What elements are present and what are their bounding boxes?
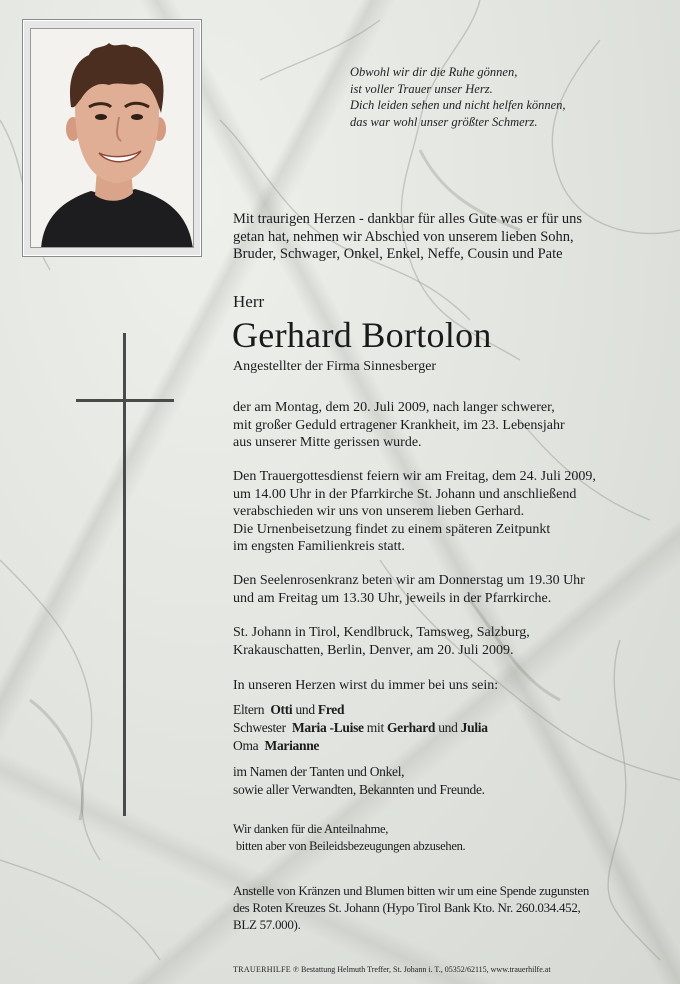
sister-partner-name: Gerhard (386, 720, 436, 735)
donation-line: Anstelle von Kränzen und Blumen bitten wir um eine Spende zugunsten (233, 883, 590, 898)
family-sister (233, 719, 663, 737)
sister-child-name: Julia (460, 720, 488, 735)
relatives-line: sowie aller Verwandten, Bekannten und Freunde. (233, 782, 485, 797)
places-line: St. Johann in Tirol, Kendlbruck, Tamsweg, Salzburg, (233, 625, 530, 640)
intro-line: getan hat, nehmen wir Abschied von unserem lieben Sohn, (233, 228, 574, 245)
donation-line: BLZ 57.000). (233, 917, 301, 932)
conjunction: und (438, 720, 458, 735)
intro-line: Mit traurigen Herzen - dankbar für alles Gute was er für uns (233, 211, 583, 227)
thanks-line: Wir danken für die Anteilnahme, (233, 822, 389, 836)
sister-name: Maria -Luise (291, 720, 364, 735)
parent-name: Otti (270, 702, 293, 717)
employer: Angestellter der Firma Sinnesberger (233, 359, 437, 374)
hearts-line (233, 677, 663, 695)
footer-credits (233, 965, 551, 974)
rosary-paragraph (233, 572, 663, 607)
sister-label: Schwester (233, 720, 286, 735)
death-line: der am Montag, dem 20. Juli 2009, nach langer schwerer, (233, 400, 555, 415)
portrait-illustration (31, 29, 194, 248)
family-grandmother (233, 737, 663, 755)
poem-line: Obwohl wir dir die Ruhe gönnen, (350, 65, 518, 79)
portrait-frame (22, 19, 202, 257)
service-line: im engsten Familienkreis statt. (233, 539, 405, 554)
footer-logo-icon: ℗ (292, 965, 300, 974)
service-line: Die Urnenbeisetzung findet zu einem späteren Zeitpunkt (233, 521, 551, 537)
places-paragraph (233, 624, 663, 659)
thanks-line: bitten aber von Beileidsbezeugungen abzusehen. (233, 839, 466, 853)
donation-paragraph (233, 882, 663, 933)
relatives-paragraph (233, 763, 663, 799)
service-line: Den Trauergottesdienst feiern wir am Freitag, dem 24. Juli 2009, (233, 469, 596, 484)
deceased-name: Gerhard Bortolon (232, 315, 492, 355)
service-line: um 14.00 Uhr in der Pfarrkirche St. Johann und anschließend (233, 486, 577, 502)
donation-line: des Roten Kreuzes St. Johann (Hypo Tirol Bank Kto. Nr. 260.034.452, (233, 900, 581, 915)
death-line: mit großer Geduld ertragener Krankheit, im 23. Lebensjahr (233, 417, 565, 433)
grandma-name: Marianne (264, 738, 320, 753)
poem-line: Dich leiden sehen und nicht helfen können, (350, 98, 566, 112)
death-line: aus unserer Mitte gerissen wurde. (233, 435, 422, 450)
parent-name: Fred (317, 702, 345, 717)
relatives-line: im Namen der Tanten und Onkel, (233, 764, 405, 779)
salutation: Herr (233, 292, 265, 311)
death-paragraph (233, 399, 663, 452)
grandma-label: Oma (233, 738, 259, 753)
places-line: Krakauschatten, Berlin, Denver, am 20. Juli 2009. (233, 642, 514, 658)
poem-line: ist voller Trauer unser Herz. (350, 81, 493, 96)
family-list (233, 701, 663, 755)
parents-label: Eltern (233, 702, 265, 717)
conjunction: mit (366, 720, 384, 735)
cross-horizontal-bar (76, 399, 174, 402)
thanks-paragraph (233, 821, 663, 855)
rosary-line: Den Seelenrosenkranz beten wir am Donnerstag um 19.30 Uhr (233, 573, 585, 588)
rosary-line: und am Freitag um 13.30 Uhr, jeweils in der Pfarrkirche. (233, 590, 552, 606)
service-line: verabschieden wir uns von unserem lieben Gerhard. (233, 504, 525, 519)
cross-vertical-bar (123, 333, 126, 816)
intro-line: Bruder, Schwager, Onkel, Enkel, Neffe, Cousin und Pate (233, 246, 563, 262)
conjunction: und (295, 702, 315, 717)
intro-paragraph (233, 211, 663, 264)
footer-brand: TRAUERHILFE (233, 965, 291, 974)
portrait-photo (30, 28, 194, 248)
family-parents (233, 701, 663, 719)
hearts-text: In unseren Herzen wirst du immer bei uns sein: (233, 678, 499, 693)
service-paragraph (233, 468, 663, 556)
poem-line: das war wohl unser größter Schmerz. (350, 114, 538, 129)
footer-text: Bestattung Helmuth Treffer, St. Johann i. T., 05352/62115, www.trauerhilfe.at (301, 965, 551, 974)
memorial-poem (350, 64, 650, 130)
